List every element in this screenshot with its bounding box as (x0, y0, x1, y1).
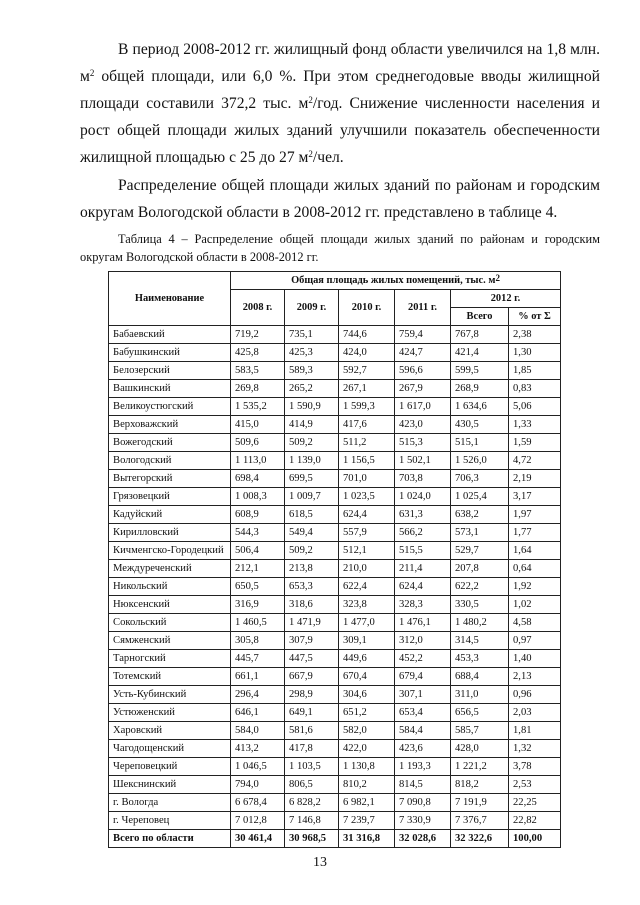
cell-name: г. Череповец (109, 812, 231, 830)
total-cell-y2009: 30 968,5 (285, 830, 339, 848)
cell-y2009: 414,9 (285, 416, 339, 434)
superscript: 2 (495, 272, 500, 283)
header-2008: 2008 г. (231, 290, 285, 326)
cell-name: г. Вологда (109, 794, 231, 812)
cell-pct: 0,96 (509, 686, 561, 704)
superscript: 2 (308, 95, 313, 105)
cell-y2008: 1 460,5 (231, 614, 285, 632)
cell-pct: 2,19 (509, 470, 561, 488)
cell-pct: 1,85 (509, 362, 561, 380)
cell-name: Шекснинский (109, 776, 231, 794)
cell-y2010: 449,6 (339, 650, 395, 668)
table-total-row (109, 830, 561, 848)
cell-name: Сямженский (109, 632, 231, 650)
table-row (109, 686, 561, 704)
cell-name: Кадуйский (109, 506, 231, 524)
header-2012: 2012 г. (451, 290, 561, 308)
cell-y2011: 1 024,0 (395, 488, 451, 506)
table-row (109, 434, 561, 452)
paragraph-housing-growth (80, 36, 600, 171)
cell-pct: 1,92 (509, 578, 561, 596)
cell-y2010: 592,7 (339, 362, 395, 380)
total-cell-name: Всего по области (109, 830, 231, 848)
cell-pct: 1,32 (509, 740, 561, 758)
cell-y2009: 549,4 (285, 524, 339, 542)
cell-total: 1 634,6 (451, 398, 509, 416)
cell-total: 599,5 (451, 362, 509, 380)
cell-name: Кирилловский (109, 524, 231, 542)
cell-y2011: 596,6 (395, 362, 451, 380)
cell-pct: 2,03 (509, 704, 561, 722)
table-row (109, 452, 561, 470)
cell-y2010: 417,6 (339, 416, 395, 434)
page-number: 13 (313, 855, 327, 870)
cell-name: Междуреченский (109, 560, 231, 578)
cell-pct: 1,59 (509, 434, 561, 452)
cell-y2008: 544,3 (231, 524, 285, 542)
cell-y2011: 679,4 (395, 668, 451, 686)
cell-y2009: 667,9 (285, 668, 339, 686)
cell-pct: 2,38 (509, 326, 561, 344)
cell-pct: 3,78 (509, 758, 561, 776)
cell-y2010: 1 130,8 (339, 758, 395, 776)
cell-y2009: 425,3 (285, 344, 339, 362)
cell-pct: 0,97 (509, 632, 561, 650)
cell-total: 268,9 (451, 380, 509, 398)
cell-total: 7 376,7 (451, 812, 509, 830)
cell-y2008: 719,2 (231, 326, 285, 344)
table-row (109, 326, 561, 344)
header-group-label: Общая площадь жилых помещений, тыс. м (291, 274, 496, 286)
cell-y2009: 318,6 (285, 596, 339, 614)
table-row (109, 524, 561, 542)
table-row (109, 344, 561, 362)
superscript: 2 (308, 149, 313, 159)
cell-name: Грязовецкий (109, 488, 231, 506)
cell-y2011: 423,6 (395, 740, 451, 758)
cell-y2009: 806,5 (285, 776, 339, 794)
cell-name: Череповецкий (109, 758, 231, 776)
cell-y2009: 1 103,5 (285, 758, 339, 776)
cell-y2008: 7 012,8 (231, 812, 285, 830)
cell-y2010: 651,2 (339, 704, 395, 722)
cell-y2010: 210,0 (339, 560, 395, 578)
cell-y2011: 814,5 (395, 776, 451, 794)
cell-y2009: 589,3 (285, 362, 339, 380)
cell-name: Великоустюгский (109, 398, 231, 416)
table-row (109, 776, 561, 794)
cell-y2008: 1 113,0 (231, 452, 285, 470)
cell-pct: 0,64 (509, 560, 561, 578)
cell-pct: 1,77 (509, 524, 561, 542)
cell-y2008: 584,0 (231, 722, 285, 740)
table-row (109, 794, 561, 812)
cell-y2008: 794,0 (231, 776, 285, 794)
cell-total: 688,4 (451, 668, 509, 686)
cell-y2008: 509,6 (231, 434, 285, 452)
table-row (109, 488, 561, 506)
cell-y2008: 445,7 (231, 650, 285, 668)
cell-y2009: 1 590,9 (285, 398, 339, 416)
cell-name: Вашкинский (109, 380, 231, 398)
header-name: Наименование (109, 272, 231, 326)
housing-area-table (108, 271, 561, 848)
table-row (109, 758, 561, 776)
cell-name: Нюксенский (109, 596, 231, 614)
cell-y2008: 212,1 (231, 560, 285, 578)
cell-total: 1 526,0 (451, 452, 509, 470)
cell-y2008: 296,4 (231, 686, 285, 704)
cell-total: 515,1 (451, 434, 509, 452)
cell-y2010: 1 477,0 (339, 614, 395, 632)
cell-total: 207,8 (451, 560, 509, 578)
cell-pct: 1,64 (509, 542, 561, 560)
cell-pct: 1,33 (509, 416, 561, 434)
cell-y2009: 213,8 (285, 560, 339, 578)
cell-name: Харовский (109, 722, 231, 740)
cell-name: Вытегорский (109, 470, 231, 488)
superscript: 2 (89, 68, 95, 78)
cell-total: 428,0 (451, 740, 509, 758)
total-cell-y2011: 32 028,6 (395, 830, 451, 848)
cell-y2008: 650,5 (231, 578, 285, 596)
cell-name: Чагодощенский (109, 740, 231, 758)
cell-y2011: 624,4 (395, 578, 451, 596)
cell-total: 314,5 (451, 632, 509, 650)
cell-name: Никольский (109, 578, 231, 596)
cell-total: 638,2 (451, 506, 509, 524)
paragraph1-text-a: В период 2008-2012 гг. жилищный фонд области увеличился на 1,8 млн. м (80, 41, 600, 85)
cell-y2011: 515,3 (395, 434, 451, 452)
cell-y2009: 307,9 (285, 632, 339, 650)
cell-y2010: 670,4 (339, 668, 395, 686)
cell-total: 818,2 (451, 776, 509, 794)
cell-y2011: 759,4 (395, 326, 451, 344)
cell-y2011: 211,4 (395, 560, 451, 578)
cell-y2008: 305,8 (231, 632, 285, 650)
cell-name: Вожегодский (109, 434, 231, 452)
cell-y2010: 424,0 (339, 344, 395, 362)
cell-y2010: 1 156,5 (339, 452, 395, 470)
cell-y2011: 653,4 (395, 704, 451, 722)
cell-pct: 0,83 (509, 380, 561, 398)
table-row (109, 398, 561, 416)
cell-y2009: 509,2 (285, 542, 339, 560)
cell-y2010: 744,6 (339, 326, 395, 344)
cell-name: Устюженский (109, 704, 231, 722)
cell-total: 529,7 (451, 542, 509, 560)
cell-y2011: 423,0 (395, 416, 451, 434)
table-row (109, 722, 561, 740)
table-row (109, 380, 561, 398)
cell-pct: 2,13 (509, 668, 561, 686)
cell-y2008: 608,9 (231, 506, 285, 524)
cell-total: 1 480,2 (451, 614, 509, 632)
cell-y2010: 701,0 (339, 470, 395, 488)
cell-y2009: 581,6 (285, 722, 339, 740)
cell-y2008: 1 046,5 (231, 758, 285, 776)
cell-y2010: 622,4 (339, 578, 395, 596)
table-row (109, 668, 561, 686)
cell-y2009: 509,2 (285, 434, 339, 452)
cell-y2010: 557,9 (339, 524, 395, 542)
paragraph1-text-d: /чел. (312, 149, 344, 166)
table-row (109, 704, 561, 722)
cell-y2008: 583,5 (231, 362, 285, 380)
cell-y2010: 810,2 (339, 776, 395, 794)
cell-name: Кичменгско-Городецкий (109, 542, 231, 560)
cell-name: Бабушкинский (109, 344, 231, 362)
paragraph1-text-b: общей площади, или 6,0 %. При этом среднегодовые вводы жилищной площади составили 372,2 тыс. м (80, 68, 600, 112)
cell-y2009: 618,5 (285, 506, 339, 524)
table-row (109, 650, 561, 668)
cell-y2010: 267,1 (339, 380, 395, 398)
cell-y2009: 265,2 (285, 380, 339, 398)
cell-y2010: 512,1 (339, 542, 395, 560)
cell-y2011: 1 617,0 (395, 398, 451, 416)
cell-pct: 22,25 (509, 794, 561, 812)
cell-y2011: 703,8 (395, 470, 451, 488)
cell-total: 7 191,9 (451, 794, 509, 812)
cell-y2011: 1 193,3 (395, 758, 451, 776)
cell-pct: 22,82 (509, 812, 561, 830)
header-2011: 2011 г. (395, 290, 451, 326)
cell-y2010: 7 239,7 (339, 812, 395, 830)
cell-y2011: 515,5 (395, 542, 451, 560)
header-total: Всего (451, 308, 509, 326)
cell-name: Сокольский (109, 614, 231, 632)
cell-pct: 1,02 (509, 596, 561, 614)
cell-pct: 5,06 (509, 398, 561, 416)
cell-y2011: 267,9 (395, 380, 451, 398)
cell-pct: 4,72 (509, 452, 561, 470)
cell-y2008: 646,1 (231, 704, 285, 722)
total-cell-y2010: 31 316,8 (339, 830, 395, 848)
header-group (231, 272, 561, 290)
cell-name: Вологодский (109, 452, 231, 470)
cell-y2008: 506,4 (231, 542, 285, 560)
table-row (109, 614, 561, 632)
cell-y2009: 417,8 (285, 740, 339, 758)
table-row (109, 470, 561, 488)
cell-y2008: 425,8 (231, 344, 285, 362)
cell-name: Тарногский (109, 650, 231, 668)
cell-pct: 2,53 (509, 776, 561, 794)
table-caption: Таблица 4 – Распределение общей площади жилых зданий по районам и городским округам Вологодской области в 2008-2012 гг. (80, 232, 600, 264)
cell-pct: 3,17 (509, 488, 561, 506)
cell-total: 453,3 (451, 650, 509, 668)
cell-y2009: 653,3 (285, 578, 339, 596)
cell-total: 430,5 (451, 416, 509, 434)
cell-y2011: 7 330,9 (395, 812, 451, 830)
cell-y2010: 1 023,5 (339, 488, 395, 506)
cell-y2010: 323,8 (339, 596, 395, 614)
cell-y2009: 1 139,0 (285, 452, 339, 470)
header-2010: 2010 г. (339, 290, 395, 326)
cell-y2009: 7 146,8 (285, 812, 339, 830)
table-row (109, 506, 561, 524)
cell-y2010: 624,4 (339, 506, 395, 524)
cell-y2009: 447,5 (285, 650, 339, 668)
cell-y2008: 661,1 (231, 668, 285, 686)
cell-y2008: 269,8 (231, 380, 285, 398)
cell-name: Белозерский (109, 362, 231, 380)
table-row (109, 416, 561, 434)
cell-name: Бабаевский (109, 326, 231, 344)
paragraph1-text-c: /год. Снижение численности населения и рост общей площади жилых зданий улучшили показатель обеспеченности жилищной площадью с 25 до 27 м (80, 95, 600, 166)
cell-pct: 4,58 (509, 614, 561, 632)
cell-y2008: 316,9 (231, 596, 285, 614)
table-header-row (109, 272, 561, 290)
cell-total: 767,8 (451, 326, 509, 344)
table-row (109, 812, 561, 830)
total-cell-pct: 100,00 (509, 830, 561, 848)
cell-name: Верховажский (109, 416, 231, 434)
table-row (109, 578, 561, 596)
total-cell-y2008: 30 461,4 (231, 830, 285, 848)
cell-y2009: 735,1 (285, 326, 339, 344)
cell-total: 421,4 (451, 344, 509, 362)
cell-y2010: 511,2 (339, 434, 395, 452)
table-row (109, 362, 561, 380)
table-row (109, 596, 561, 614)
cell-y2010: 6 982,1 (339, 794, 395, 812)
cell-y2009: 298,9 (285, 686, 339, 704)
table-body (109, 326, 561, 848)
cell-y2009: 649,1 (285, 704, 339, 722)
cell-y2011: 1 476,1 (395, 614, 451, 632)
total-cell-total: 32 322,6 (451, 830, 509, 848)
cell-y2009: 1 471,9 (285, 614, 339, 632)
cell-total: 1 221,2 (451, 758, 509, 776)
cell-y2011: 631,3 (395, 506, 451, 524)
cell-y2008: 413,2 (231, 740, 285, 758)
cell-total: 622,2 (451, 578, 509, 596)
cell-y2011: 7 090,8 (395, 794, 451, 812)
paragraph-distribution-intro: Распределение общей площади жилых зданий по районам и городским округам Вологодской области в 2008-2012 гг. представлено в таблице 4. (80, 177, 600, 221)
cell-y2010: 422,0 (339, 740, 395, 758)
cell-y2010: 1 599,3 (339, 398, 395, 416)
cell-total: 656,5 (451, 704, 509, 722)
cell-y2011: 1 502,1 (395, 452, 451, 470)
cell-pct: 1,97 (509, 506, 561, 524)
cell-y2010: 304,6 (339, 686, 395, 704)
cell-y2009: 1 009,7 (285, 488, 339, 506)
cell-y2009: 6 828,2 (285, 794, 339, 812)
table-row (109, 560, 561, 578)
cell-y2011: 452,2 (395, 650, 451, 668)
cell-y2008: 1 535,2 (231, 398, 285, 416)
cell-total: 311,0 (451, 686, 509, 704)
cell-y2010: 582,0 (339, 722, 395, 740)
cell-y2011: 312,0 (395, 632, 451, 650)
cell-y2008: 698,4 (231, 470, 285, 488)
table-row (109, 542, 561, 560)
cell-y2009: 699,5 (285, 470, 339, 488)
cell-y2011: 424,7 (395, 344, 451, 362)
cell-total: 1 025,4 (451, 488, 509, 506)
table-row (109, 632, 561, 650)
cell-y2011: 307,1 (395, 686, 451, 704)
cell-pct: 1,30 (509, 344, 561, 362)
cell-y2011: 328,3 (395, 596, 451, 614)
cell-y2008: 415,0 (231, 416, 285, 434)
cell-y2011: 584,4 (395, 722, 451, 740)
cell-y2008: 1 008,3 (231, 488, 285, 506)
cell-y2008: 6 678,4 (231, 794, 285, 812)
cell-pct: 1,81 (509, 722, 561, 740)
cell-total: 585,7 (451, 722, 509, 740)
header-pct: % от Σ (509, 308, 561, 326)
cell-name: Тотемский (109, 668, 231, 686)
cell-pct: 1,40 (509, 650, 561, 668)
cell-total: 573,1 (451, 524, 509, 542)
header-2009: 2009 г. (285, 290, 339, 326)
cell-total: 330,5 (451, 596, 509, 614)
cell-total: 706,3 (451, 470, 509, 488)
cell-y2010: 309,1 (339, 632, 395, 650)
table-row (109, 740, 561, 758)
cell-y2011: 566,2 (395, 524, 451, 542)
cell-name: Усть-Кубинский (109, 686, 231, 704)
